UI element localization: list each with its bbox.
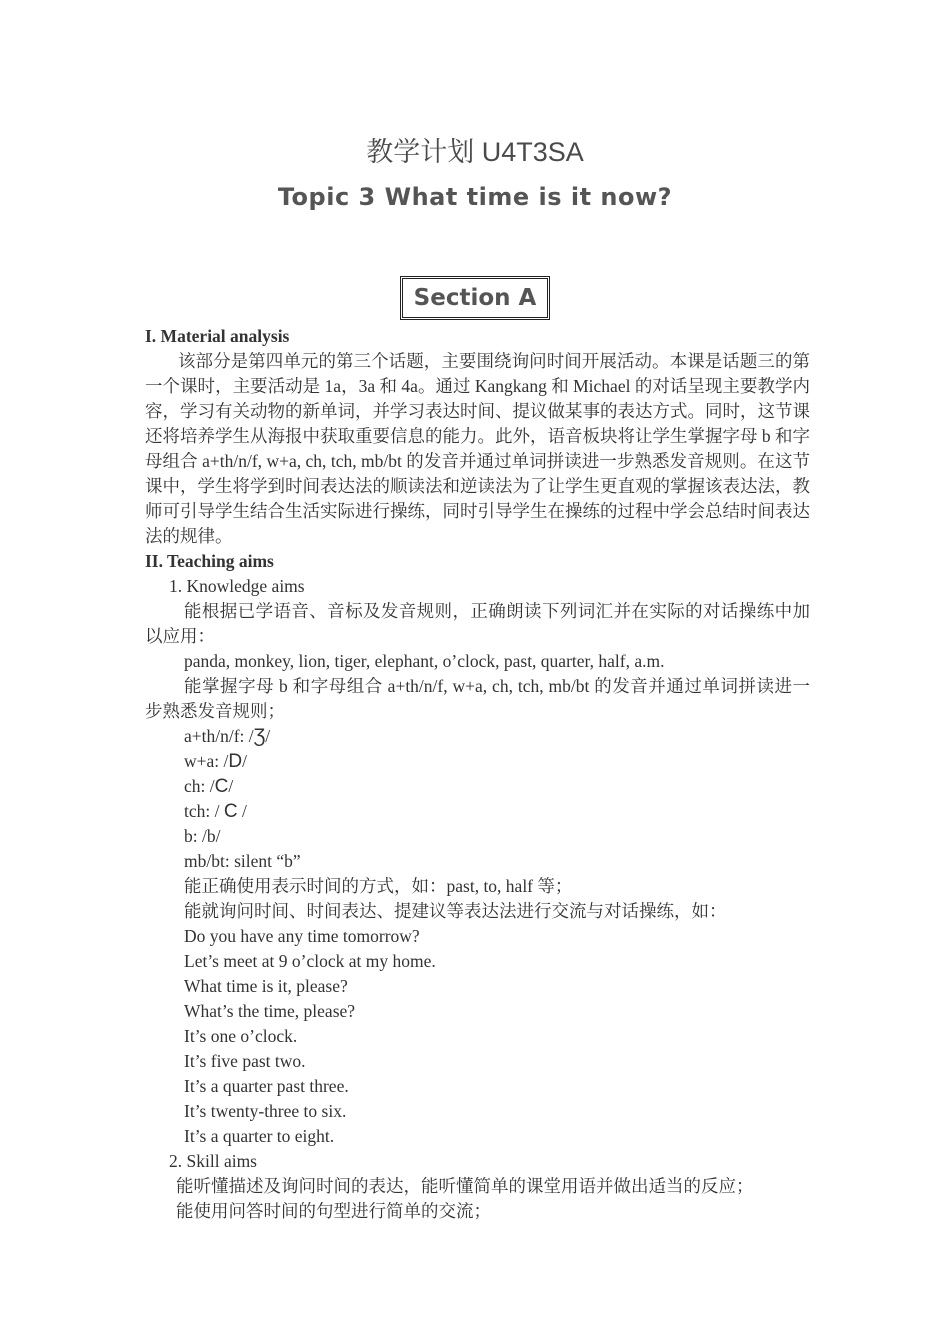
document-title: 教学计划 U4T3SA bbox=[366, 137, 584, 167]
document-body bbox=[145, 324, 810, 1224]
knowledge-aims-heading: 1. Knowledge aims bbox=[169, 576, 305, 596]
example-sentence: It’s one o’clock. bbox=[184, 1026, 298, 1046]
teaching-aims-heading: II. Teaching aims bbox=[145, 551, 274, 571]
material-analysis-paragraph: 该部分是第四单元的第三个话题，主要围绕询问时间开展活动。本课是话题三的第一个课时，主要活动是 1a，3a 和 4a。通过 Kangkang 和 Michael 的对话呈现主要教学内容，学习有关动物的新单词，并学习表达时间、提议做某事的表达方式。同时，这节课还将培养学生从海报中获取重要信息的能力。此外，语音板块将让学生掌握字母 b 和字母组合 a+th/n/f, w+a, ch, tch, mb/bt 的发音并通过单词拼读进一步熟悉发音规则。在这节课中，学生将学到时间表达法的顺读法和逆读法为了让学生更直观的掌握该表达法，教师可引导学生结合生活实际进行操练，同时引导学生在操练的过程中学会总结时间表达法的规律。 bbox=[145, 351, 810, 546]
material-analysis-heading: I. Material analysis bbox=[145, 326, 290, 346]
example-sentence: It’s a quarter to eight. bbox=[184, 1126, 335, 1146]
example-sentence: It’s five past two. bbox=[184, 1051, 306, 1071]
phonics-item: a+th/n/f: /Ʒ/ bbox=[184, 726, 271, 747]
knowledge-paragraph-2: 能掌握字母 b 和字母组合 a+th/n/f, w+a, ch, tch, mb/bt 的发音并通过单词拼读进一步熟悉发音规则； bbox=[145, 676, 810, 721]
skill-aim-line: 能听懂描述及询问时间的表达，能听懂简单的课堂用语并做出适当的反应； bbox=[176, 1176, 754, 1196]
section-label-box bbox=[400, 276, 550, 320]
example-sentence: What’s the time, please? bbox=[184, 1001, 356, 1021]
phonics-item: b: /b/ bbox=[184, 826, 221, 846]
vocabulary-list: panda, monkey, lion, tiger, elephant, o’clock, past, quarter, half, a.m. bbox=[184, 651, 665, 671]
skill-aim-line: 能使用问答时间的句型进行简单的交流； bbox=[176, 1201, 491, 1221]
example-sentence: Do you have any time tomorrow? bbox=[184, 926, 420, 946]
topic-subtitle: Topic 3 What time is it now? bbox=[277, 183, 673, 211]
knowledge-line-4: 能就询问时间、时间表达、提建议等表达法进行交流与对话操练，如： bbox=[184, 901, 727, 921]
phonics-item: tch: / C / bbox=[184, 801, 247, 822]
example-sentence: It’s twenty-three to six. bbox=[184, 1101, 347, 1121]
phonics-item: ch: /C/ bbox=[184, 776, 234, 797]
example-sentence: Let’s meet at 9 o’clock at my home. bbox=[184, 951, 436, 971]
section-label: Section A bbox=[413, 285, 537, 311]
phonics-item: w+a: /D/ bbox=[184, 751, 247, 772]
phonics-item: mb/bt: silent “b” bbox=[184, 851, 301, 871]
example-sentence: It’s a quarter past three. bbox=[184, 1076, 349, 1096]
knowledge-paragraph-1: 能根据已学语音、音标及发音规则，正确朗读下列词汇并在实际的对话操练中加以应用： bbox=[145, 601, 810, 646]
knowledge-line-3: 能正确使用表示时间的方式，如：past, to, half 等； bbox=[184, 876, 573, 896]
skill-aims-heading: 2. Skill aims bbox=[169, 1151, 257, 1171]
example-sentence: What time is it, please? bbox=[184, 976, 348, 996]
